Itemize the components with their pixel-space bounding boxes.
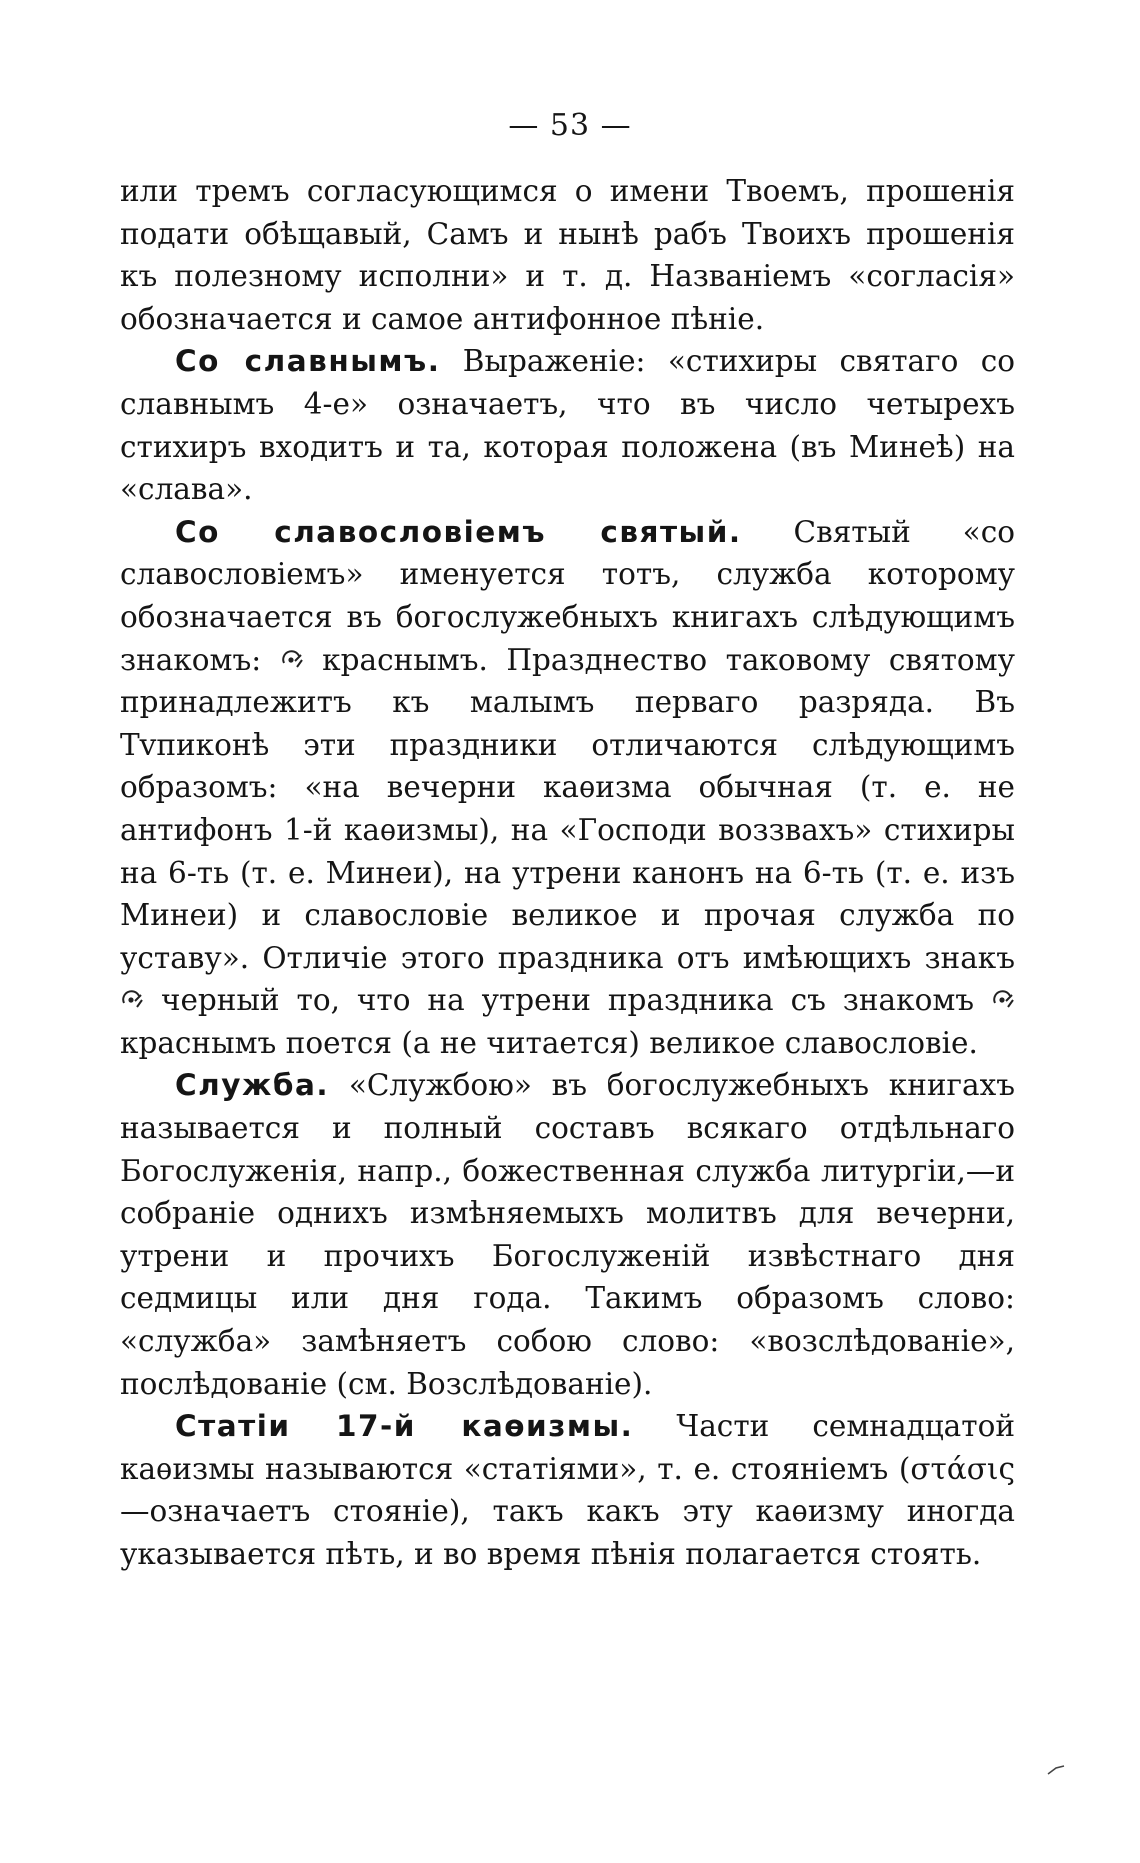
entry-so-slavosloviem bbox=[120, 511, 1015, 1065]
entry-so-slavnym bbox=[120, 340, 1015, 510]
print-speck bbox=[1046, 1764, 1066, 1776]
slavoslovie-sign-icon bbox=[120, 987, 144, 1011]
entry-text: «Службою» въ богослужебныхъ книгахъ называется и полный составъ всякаго отдѣльнаго Богослуженія, напр., божественная служба литургіи,—и собраніе однихъ измѣняемыхъ молитвъ для вечерни, утрени и прочихъ Богослуженій извѣстнаго дня седмицы или дня года. Такимъ образомъ слово: «служба» замѣняетъ собою слово: «возслѣдованіе», послѣдованіе (см. Возслѣдованіе). bbox=[120, 1068, 1015, 1401]
entry-text: Выраженіе: «стихиры святаго со славнымъ 4-е» означаетъ, что въ число четырехъ стихиръ входитъ и та, которая положена (въ Минеѣ) на «слава». bbox=[120, 344, 1015, 507]
entry-statii bbox=[120, 1405, 1015, 1575]
entry-text: черный то, что на утрени праздника съ знакомъ bbox=[160, 983, 975, 1018]
entry-text: Части семнадцатой каѳизмы называются «статіями», т. е. стояніемъ (στάσις—означаетъ стояніе), такъ какъ эту каѳизму иногда указывается пѣть, и во время пѣнія полагается стоять. bbox=[120, 1409, 1015, 1571]
text-line: подати обѣщавый, Самъ и нынѣ рабъ Твоихъ прошенія bbox=[120, 216, 1015, 251]
body-text bbox=[120, 170, 1015, 1576]
page-number: — 53 — bbox=[508, 108, 632, 143]
entry-text: краснымъ. Празднество таковому святому принадлежитъ къ малымъ перваго разряда. Въ Тvпиконѣ эти праздники отличаются слѣдующимъ образомъ: «на вечерни каѳизма обычная (т. е. не антифонъ 1-й каѳизмы), на «Господи воззвахъ» стихиры на 6-ть (т. е. Минеи), на утрени канонъ на 6-ть (т. е. изъ Минеи) и славословіе великое и прочая служба по уставу». Отличіе этого праздника отъ имѣющихъ знакъ bbox=[120, 642, 1015, 975]
entry-text: Святый «со славословіемъ» именуется тотъ, служба которому обозначается въ богослужебныхъ книгахъ слѣдующимъ знакомъ: bbox=[120, 514, 1015, 677]
entry-term: Со славословіемъ святый. bbox=[175, 514, 742, 549]
entry-term: Статіи 17-й каѳизмы. bbox=[175, 1409, 634, 1444]
slavoslovie-sign-icon bbox=[991, 987, 1015, 1011]
entry-sluzhba bbox=[120, 1064, 1015, 1405]
text-line: обозначается и самое антифонное пѣніе. bbox=[120, 301, 765, 336]
entry-term: Со славнымъ. bbox=[175, 344, 441, 379]
paragraph-continuation bbox=[120, 170, 1015, 340]
text-line: къ полезному исполни» и т. д. Названіемъ «согласія» bbox=[120, 259, 1015, 294]
slavoslovie-sign-icon bbox=[280, 647, 304, 671]
entry-text: краснымъ поется (а не читается) великое славословіе. bbox=[120, 1025, 978, 1060]
text-line: или тремъ согласующимся о имени Твоемъ, прошенія bbox=[120, 174, 1015, 208]
entry-term: Служба. bbox=[175, 1068, 330, 1103]
